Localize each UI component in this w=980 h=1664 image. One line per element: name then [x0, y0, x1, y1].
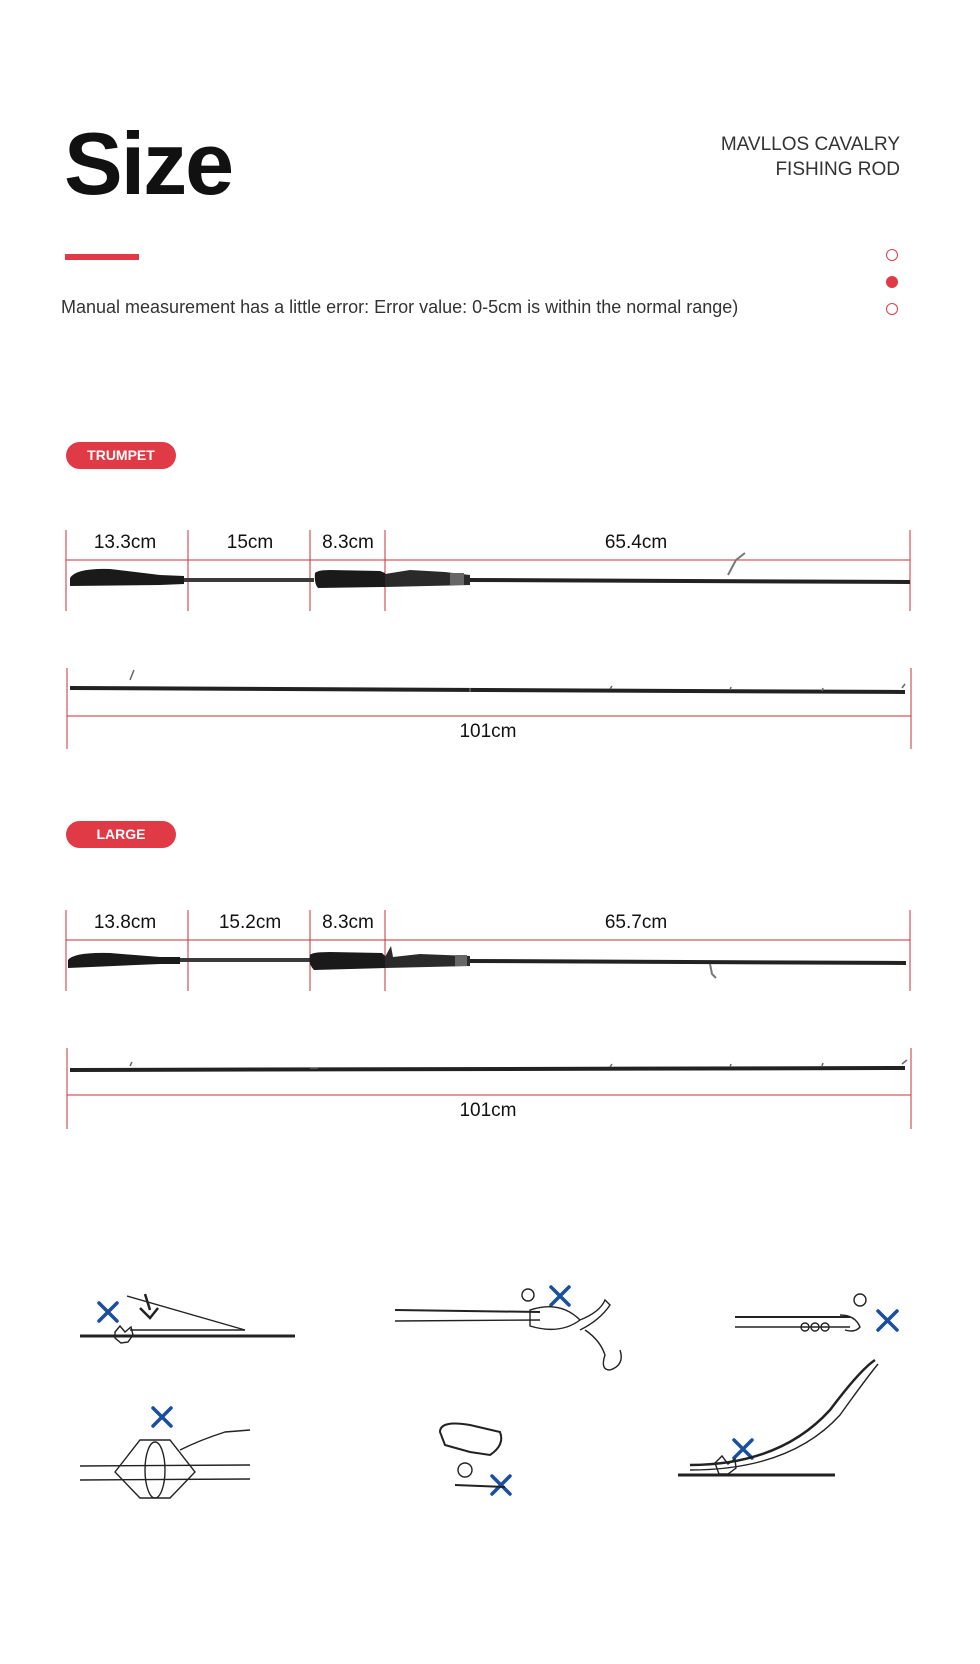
segment-4-length-large: 65.7cm	[604, 912, 668, 933]
size-badge-large: LARGE	[66, 821, 176, 848]
cross-icon	[551, 1287, 569, 1305]
rod-over-bent-warning-icon	[678, 1360, 878, 1475]
total-length-large: 101cm	[459, 1100, 517, 1121]
cross-icon	[99, 1303, 117, 1321]
guide-icon-large	[710, 964, 716, 978]
rod-butt-grip-icon	[70, 569, 184, 586]
rod-diagram-trumpet	[0, 520, 980, 750]
line-wrap-warning-icon	[735, 1294, 866, 1331]
fore-grip-icon	[315, 570, 385, 588]
rod-measurement-svg-large	[0, 900, 980, 1130]
segment-3-length-large: 8.3cm	[322, 912, 374, 933]
title-accent-bar	[65, 254, 139, 260]
segment-1-length: 13.3cm	[93, 532, 157, 553]
rod-butt-grip-icon-large	[68, 953, 180, 968]
brand-line-1: MAVLLOS CAVALRY	[720, 134, 900, 155]
page-indicator	[886, 249, 900, 330]
page-dot-1[interactable]	[886, 249, 898, 261]
guide-icon	[728, 553, 745, 575]
tangled-guide-warning-icon	[80, 1430, 250, 1498]
segment-3-length: 8.3cm	[322, 532, 374, 553]
hook-in-guide-warning-icon	[395, 1289, 621, 1370]
segment-4-length: 65.4cm	[604, 532, 668, 553]
cross-icon	[153, 1408, 171, 1426]
size-badge-trumpet: TRUMPET	[66, 442, 176, 469]
rod-measurement-svg	[0, 520, 980, 750]
page-title: Size	[64, 114, 233, 213]
segment-2-length-large: 15.2cm	[218, 912, 282, 933]
page-dot-3[interactable]	[886, 303, 898, 315]
care-warnings	[0, 1260, 980, 1520]
cross-icon	[492, 1476, 510, 1494]
cross-icon	[878, 1311, 897, 1330]
care-warnings-svg	[0, 1260, 980, 1520]
page-dot-2-active[interactable]	[886, 276, 898, 288]
brand-label	[721, 132, 900, 182]
total-length: 101cm	[459, 721, 517, 742]
fore-grip-icon-large	[310, 952, 386, 970]
rod-diagram-large	[0, 900, 980, 1130]
measurement-note: Manual measurement has a little error: Error value: 0-5cm is within the normal range)	[61, 297, 739, 317]
segment-2-length: 15cm	[226, 532, 274, 553]
segment-1-length-large: 13.8cm	[93, 912, 157, 933]
cross-icon	[734, 1440, 752, 1458]
brand-line-2: FISHING ROD	[775, 159, 900, 180]
